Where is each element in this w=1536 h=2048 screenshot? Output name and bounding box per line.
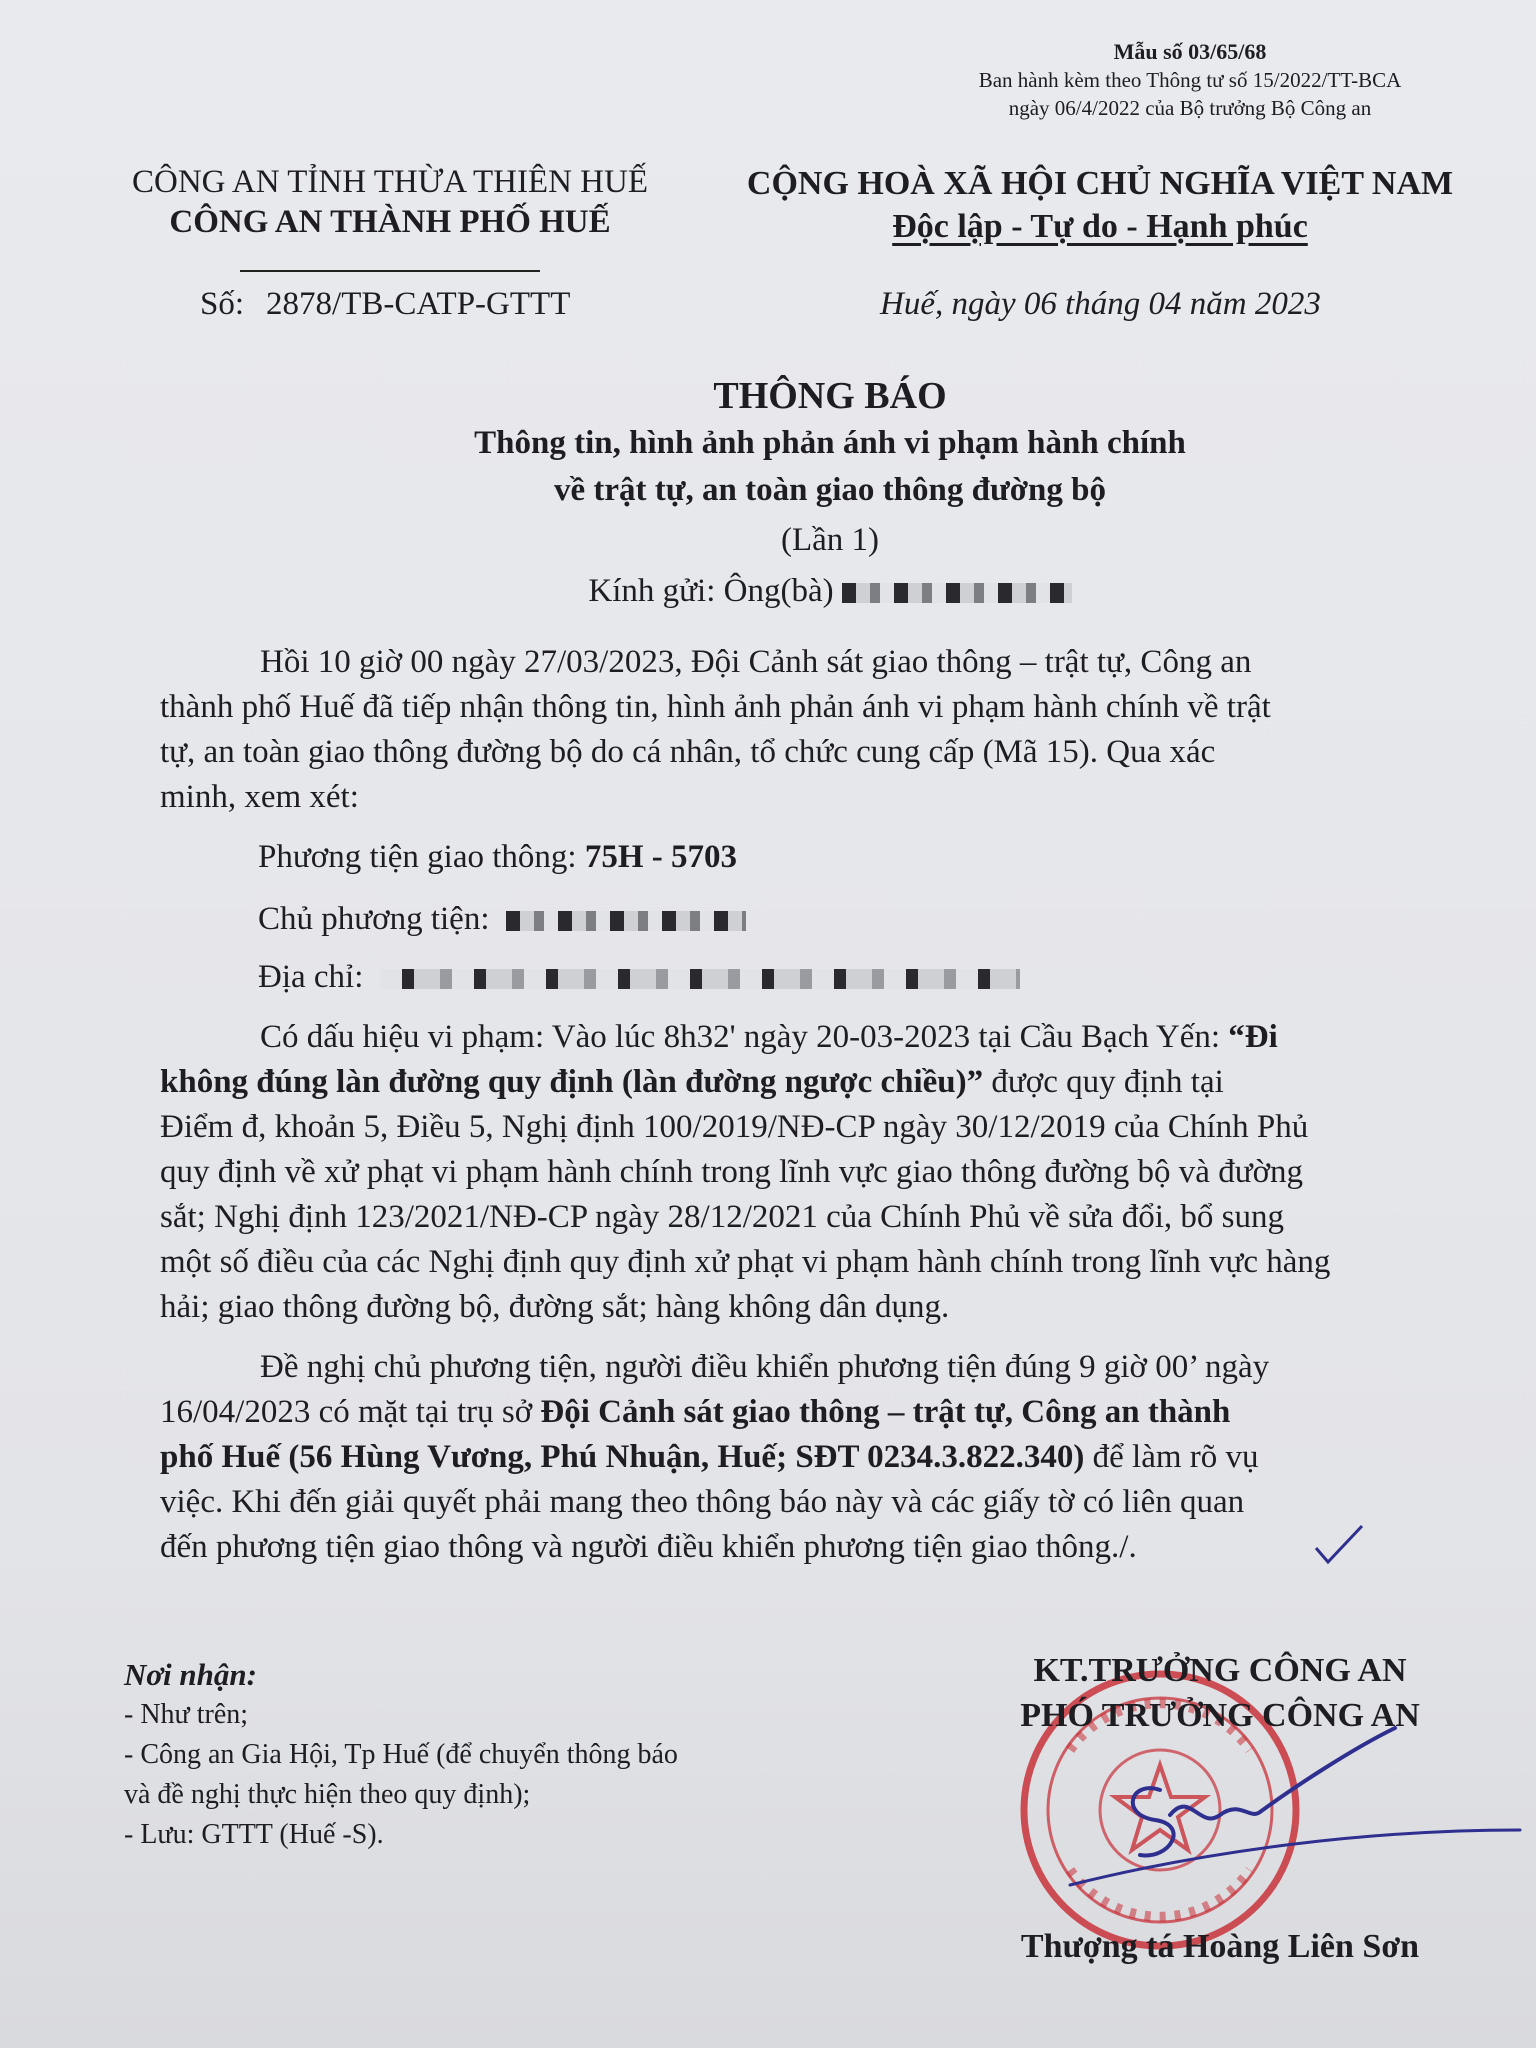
form-issuance-date: ngày 06/4/2022 của Bộ trưởng Bộ Công an [1008,96,1372,120]
document-subtitle-1: Thông tin, hình ảnh phản ánh vi phạm hành chính [474,425,1186,461]
violation-emphasis: không đúng làn đường quy định (làn đường ngược chiều)” [160,1064,984,1100]
violation-line: quy định về xử phạt vi phạm hành chính trong lĩnh vực giao thông đường bộ và đường [160,1154,1304,1190]
form-issuance-line: Ban hành kèm theo Thông tư số 15/2022/TT-BCA [978,68,1402,92]
receivers-block [124,1655,884,1855]
redacted-address [380,969,1020,989]
form-reference [930,38,1450,122]
receiver-item: - Lưu: GTTT (Huế -S). [124,1819,384,1850]
recipient-line [340,566,1320,616]
violation-emphasis: “Đi [1228,1019,1278,1055]
national-header [730,162,1470,248]
request-paragraph [160,1345,1480,1570]
issuing-agency-header [100,162,680,282]
vehicle-label: Phương tiện giao thông: [258,839,577,875]
request-line: 16/04/2023 có mặt tại trụ sở [160,1394,533,1430]
intro-line: thành phố Huế đã tiếp nhận thông tin, hình ảnh phản ánh vi phạm hành chính về trật [160,689,1271,725]
violation-paragraph [160,1015,1480,1330]
redacted-recipient-name [842,583,1072,603]
intro-line: tự, an toàn giao thông đường bộ do cá nhân, tổ chức cung cấp (Mã 15). Qua xác [160,734,1216,770]
receiver-item: - Như trên; [124,1699,249,1730]
form-code: Mẫu số 03/65/68 [1113,39,1267,64]
address-field [258,955,1020,1000]
violation-line: hải; giao thông đường bộ, đường sắt; hàng không dân dụng. [160,1289,950,1325]
owner-label: Chủ phương tiện: [258,901,490,937]
notice-iteration: (Lần 1) [780,522,880,558]
violation-line: một số điều của các Nghị định quy định xử phạt vi phạm hành chính trong lĩnh vực hàng [160,1244,1331,1280]
signer-name: Thượng tá Hoàng Liên Sơn [1020,1928,1420,1965]
address-label: Địa chỉ: [258,959,364,995]
request-line: Đề nghị chủ phương tiện, người điều khiển phương tiện đúng 9 giờ 00’ ngày [260,1349,1270,1385]
violation-line: Có dấu hiệu vi phạm: Vào lúc 8h32' ngày 20-03-2023 tại Cầu Bạch Yến: [260,1019,1221,1055]
violation-line: Điểm đ, khoản 5, Điều 5, Nghị định 100/2019/NĐ-CP ngày 30/12/2019 của Chính Phủ [160,1109,1309,1145]
country-name: CỘNG HOÀ XÃ HỘI CHỦ NGHĨA VIỆT NAM [746,165,1454,202]
document-subtitle-2: về trật tự, an toàn giao thông đường bộ [553,472,1106,508]
title-block [340,372,1320,616]
receivers-heading: Nơi nhận: [124,1657,257,1692]
redacted-owner-name [506,911,746,931]
recipient-label: Kính gửi: Ông(bà) [588,573,834,609]
issuing-unit: CÔNG AN THÀNH PHỐ HUẾ [169,204,611,240]
request-line: đến phương tiện giao thông và người điều khiển phương tiện giao thông./. [160,1529,1137,1565]
violation-line: được quy định tại [991,1064,1224,1100]
unit-underline [240,270,540,272]
checkmark-icon [1310,1520,1370,1570]
intro-paragraph [160,640,1480,820]
receiver-item: và đề nghị thực hiện theo quy định); [124,1779,531,1810]
violation-line: sắt; Nghị định 123/2021/NĐ-CP ngày 28/12/2021 của Chính Phủ về sửa đổi, bổ sung [160,1199,1284,1235]
signer-authority: KT.TRƯỞNG CÔNG AN [1033,1652,1407,1689]
document-date: Huế, ngày 06 tháng 04 năm 2023 [880,286,1321,322]
request-emphasis: Đội Cảnh sát giao thông – trật tự, Công an thành [540,1394,1231,1430]
intro-line: minh, xem xét: [160,779,359,815]
request-line: để làm rõ vụ [1092,1439,1259,1475]
vehicle-plate: 75H - 5703 [584,839,737,875]
request-line: việc. Khi đến giải quyết phải mang theo thông báo này và các giấy tờ có liên quan [160,1484,1245,1520]
document-title: THÔNG BÁO [713,375,947,417]
document-number-label: Số: [200,286,245,322]
handwritten-signature [1050,1720,1530,1900]
national-motto: Độc lập - Tự do - Hạnh phúc [892,208,1308,245]
vehicle-field [258,835,737,880]
document-number-value: 2878/TB-CATP-GTTT [266,286,571,322]
parent-agency: CÔNG AN TỈNH THỪA THIÊN HUẾ [131,164,648,200]
owner-field [258,897,746,942]
intro-line: Hồi 10 giờ 00 ngày 27/03/2023, Đội Cảnh sát giao thông – trật tự, Công an [260,644,1252,680]
document-number [200,286,570,323]
request-emphasis: phố Huế (56 Hùng Vương, Phú Nhuận, Huế; SĐT 0234.3.822.340) [160,1439,1085,1475]
signer-title: PHÓ TRƯỞNG CÔNG AN [1020,1697,1420,1734]
receiver-item: - Công an Gia Hội, Tp Huế (để chuyển thông báo [124,1739,678,1770]
